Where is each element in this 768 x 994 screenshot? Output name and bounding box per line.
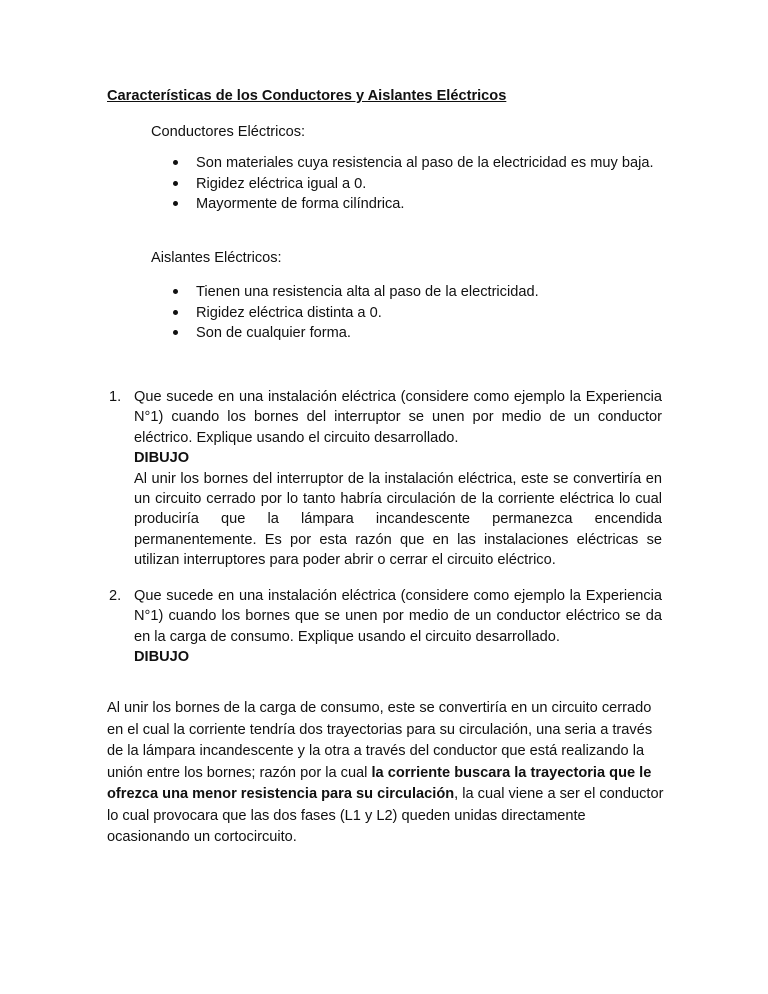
question-text: Que sucede en una instalación eléctrica (considere como ejemplo la Experiencia N°1) cuando los bornes del interruptor se unen por medio de un conductor eléctrico. Explique usando el circuito desarrollado.: [134, 389, 662, 446]
answer-text: Al unir los bornes del interruptor de la instalación eléctrica, este se convertiría en un circuito cerrado por lo tanto habría circulación de la corriente eléctrica lo cual produciría que la lámpara incandescente permanezca encendida permanentemente. Es por esta razón que en las instalaciones eléctricas se utilizan interruptores para poder abrir o cerrar el circuito eléctrico.: [134, 470, 662, 569]
drawing-label: DIBUJO: [134, 649, 190, 666]
list-item: [196, 282, 656, 303]
final-answer: [107, 698, 667, 849]
document-title: Características de los Conductores y Aislantes Eléctricos: [107, 88, 507, 104]
final-answer-part1: Al unir los bornes de la carga de consumo, este se convertiría en un circuito cerrado en el cual la corriente tendría dos trayectorias para su circulación, una seria a través de la lámpara incandescente y la otra a través del conductor que está realizando la unión entre los bornes; razón por la cual: [107, 700, 653, 781]
list-item-text: Rigidez eléctrica distinta a 0.: [196, 304, 382, 321]
conductores-list: [196, 153, 656, 215]
bullet-icon: [173, 330, 178, 335]
conductores-heading: Conductores Eléctricos:: [151, 124, 306, 140]
list-item: [196, 303, 656, 324]
aislantes-heading: Aislantes Eléctricos:: [151, 250, 282, 266]
final-answer-emphasis: la corriente buscara la trayectoria que le ofrezca una menor resistencia para su circulación: [107, 764, 652, 802]
bullet-icon: [173, 181, 178, 186]
bullet-icon: [173, 201, 178, 206]
drawing-label: DIBUJO: [134, 450, 190, 467]
list-item-text: Mayormente de forma cilíndrica.: [196, 196, 405, 213]
aislantes-list: [196, 282, 656, 344]
list-item: [196, 153, 656, 174]
question-number: 1.: [109, 389, 122, 405]
list-item: [196, 174, 656, 195]
list-item-text: Son de cualquier forma.: [196, 325, 351, 342]
question-number: 2.: [109, 588, 122, 604]
list-item: [196, 323, 656, 344]
list-item-text: Rigidez eléctrica igual a 0.: [196, 175, 367, 192]
list-item-text: Tienen una resistencia alta al paso de la electricidad.: [196, 284, 539, 300]
bullet-icon: [173, 310, 178, 315]
bullet-icon: [173, 289, 178, 294]
list-item: [196, 194, 656, 215]
list-item-text: Son materiales cuya resistencia al paso de la electricidad es muy baja.: [196, 155, 654, 171]
final-answer-part2: , la cual viene a ser el conductor lo cual provocara que las dos fases (L1 y L2) queden unidas directamente ocasionando un cortocircuito.: [107, 786, 664, 845]
question-2: [107, 586, 662, 668]
question-text: Que sucede en una instalación eléctrica (considere como ejemplo la Experiencia N°1) cuando los bornes que se unen por medio de un conductor eléctrico se da en la carga de consumo. Explique usando el circuito desarrollado.: [134, 588, 662, 645]
bullet-icon: [173, 160, 178, 165]
question-1: [107, 387, 662, 571]
